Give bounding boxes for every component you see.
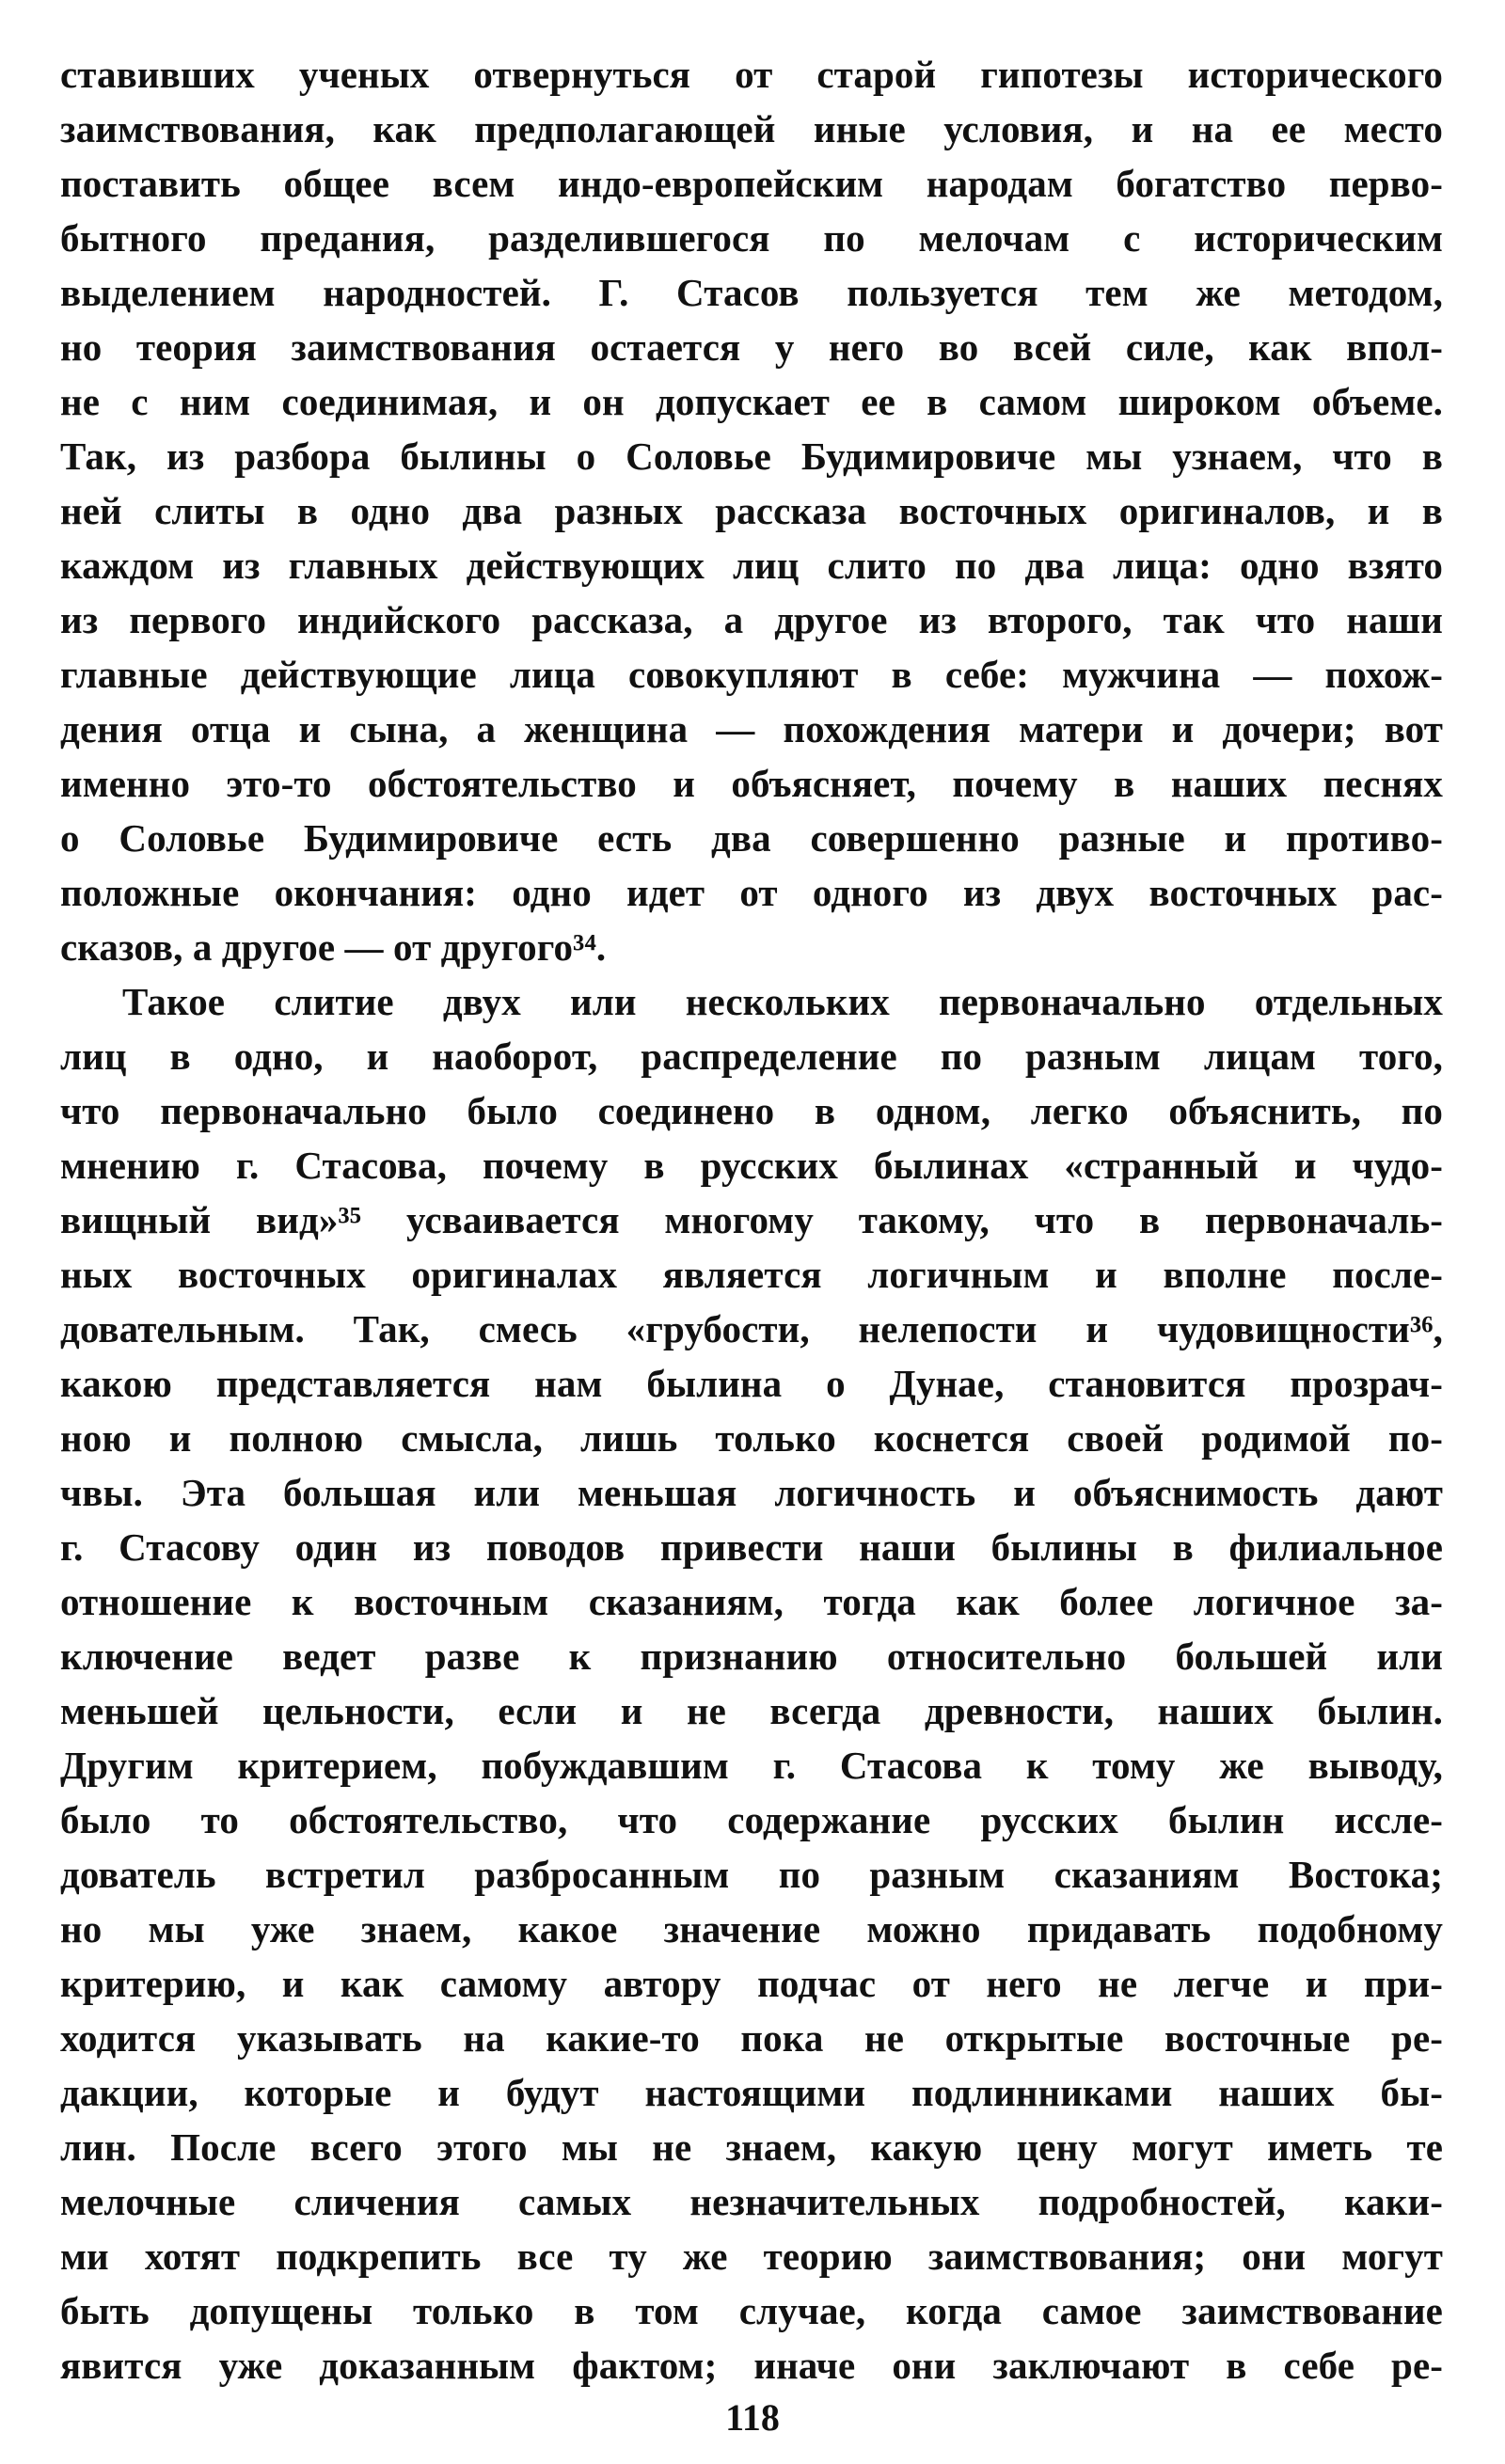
text-line: мнению г. Стасова, почему в русских былинах «странный и чудо- xyxy=(60,1144,1443,1187)
text-line: что первоначально было соединено в одном, легко объяснить, по xyxy=(60,1089,1443,1132)
text-line: бытного предания, разделившегося по мелочам с историческим xyxy=(60,216,1443,260)
text-line: ключение ведет разве к признанию относительно большей или xyxy=(60,1635,1443,1678)
text-line: было то обстоятельство, что содержание русских былин иссле- xyxy=(60,1798,1443,1841)
text-line: меньшей цельности, если и не всегда древности, наших былин. xyxy=(60,1689,1443,1732)
paragraph-1 xyxy=(60,47,1443,974)
text-line: о Соловье Будимировиче есть два совершенно разные и противо- xyxy=(60,816,1443,860)
text-line: ней слиты в одно два разных рассказа восточных оригиналов, и в xyxy=(60,489,1443,532)
text-line: положные окончания: одно идет от одного из двух восточных рас- xyxy=(60,871,1443,914)
text-line: явится уже доказанным фактом; иначе они заключают в себе ре- xyxy=(60,2344,1443,2387)
text-line: но теория заимствования остается у него во всей силе, как впол- xyxy=(60,325,1443,369)
text-line: Другим критерием, побуждавшим г. Стасова к тому же выводу, xyxy=(60,1744,1443,1787)
text-line: лин. После всего этого мы не знаем, какую цену могут иметь те xyxy=(60,2125,1443,2169)
text-line: поставить общее всем индо-европейским народам богатство перво- xyxy=(60,162,1443,205)
text-line: выделением народностей. Г. Стасов пользуется тем же методом, xyxy=(60,271,1443,314)
text-block xyxy=(60,47,1443,2393)
text-line: ми хотят подкрепить все ту же теорию заимствования; они могут xyxy=(60,2235,1443,2278)
text-line: именно это-то обстоятельство и объясняет, почему в наших песнях xyxy=(60,762,1443,805)
text-line: не с ним соединимая, и он допускает ее в самом широком объеме. xyxy=(60,380,1443,423)
text-line: мелочные сличения самых незначительных подробностей, каки- xyxy=(60,2180,1443,2223)
text-line: дения отца и сына, а женщина — похождения матери и дочери; вот xyxy=(60,707,1443,750)
text-line: но мы уже знаем, какое значение можно придавать подобному xyxy=(60,1907,1443,1951)
text-line: быть допущены только в том случае, когда самое заимствование xyxy=(60,2289,1443,2332)
text-line: дакции, которые и будут настоящими подлинниками наших бы- xyxy=(60,2071,1443,2114)
text-line: лиц в одно, и наоборот, распределение по разным лицам того, xyxy=(60,1035,1443,1078)
text-line: из первого индийского рассказа, а другое из второго, так что наши xyxy=(60,598,1443,641)
text-line: критерию, и как самому автору подчас от него не легче и при- xyxy=(60,1962,1443,2005)
text-line: чвы. Эта большая или меньшая логичность и объяснимость дают xyxy=(60,1471,1443,1514)
text-line: заимствования, как предполагающей иные условия, и на ее место xyxy=(60,107,1443,150)
text-line: отношение к восточным сказаниям, тогда как более логичное за- xyxy=(60,1580,1443,1623)
text-line: Так, из разбора былины о Соловье Будимировиче мы узнаем, что в xyxy=(60,434,1443,478)
text-line: ставивших ученых отвернуться от старой гипотезы исторического xyxy=(60,53,1443,96)
text-line: ходится указывать на какие-то пока не открытые восточные ре- xyxy=(60,2016,1443,2060)
text-line: главные действующие лица совокупляют в себе: мужчина — похож- xyxy=(60,653,1443,696)
page-number: 118 xyxy=(725,2396,780,2439)
text-line: какою представляется нам былина о Дунае, становится прозрач- xyxy=(60,1362,1443,1405)
text-line: каждом из главных действующих лиц слито по два лица: одно взято xyxy=(60,544,1443,587)
text-line: Такое слитие двух или нескольких первоначально отдельных xyxy=(122,980,1443,1023)
text-line: г. Стасову один из поводов привести наши былины в филиальное xyxy=(60,1525,1443,1569)
paragraph-2 xyxy=(60,974,1443,2393)
text-line: дователь встретил разбросанным по разным сказаниям Востока; xyxy=(60,1853,1443,1896)
text-line: довательным. Так, смесь «грубости, нелепости и чудовищности³⁶, xyxy=(60,1307,1443,1350)
text-line: ных восточных оригиналах является логичным и вполне после- xyxy=(60,1253,1443,1296)
text-line: ною и полною смысла, лишь только коснется своей родимой по- xyxy=(60,1416,1443,1460)
text-line: вищный вид»³⁵ усваивается многому такому, что в первоначаль- xyxy=(60,1198,1443,1241)
text-line: сказов, а другое — от другого³⁴. xyxy=(60,925,607,969)
